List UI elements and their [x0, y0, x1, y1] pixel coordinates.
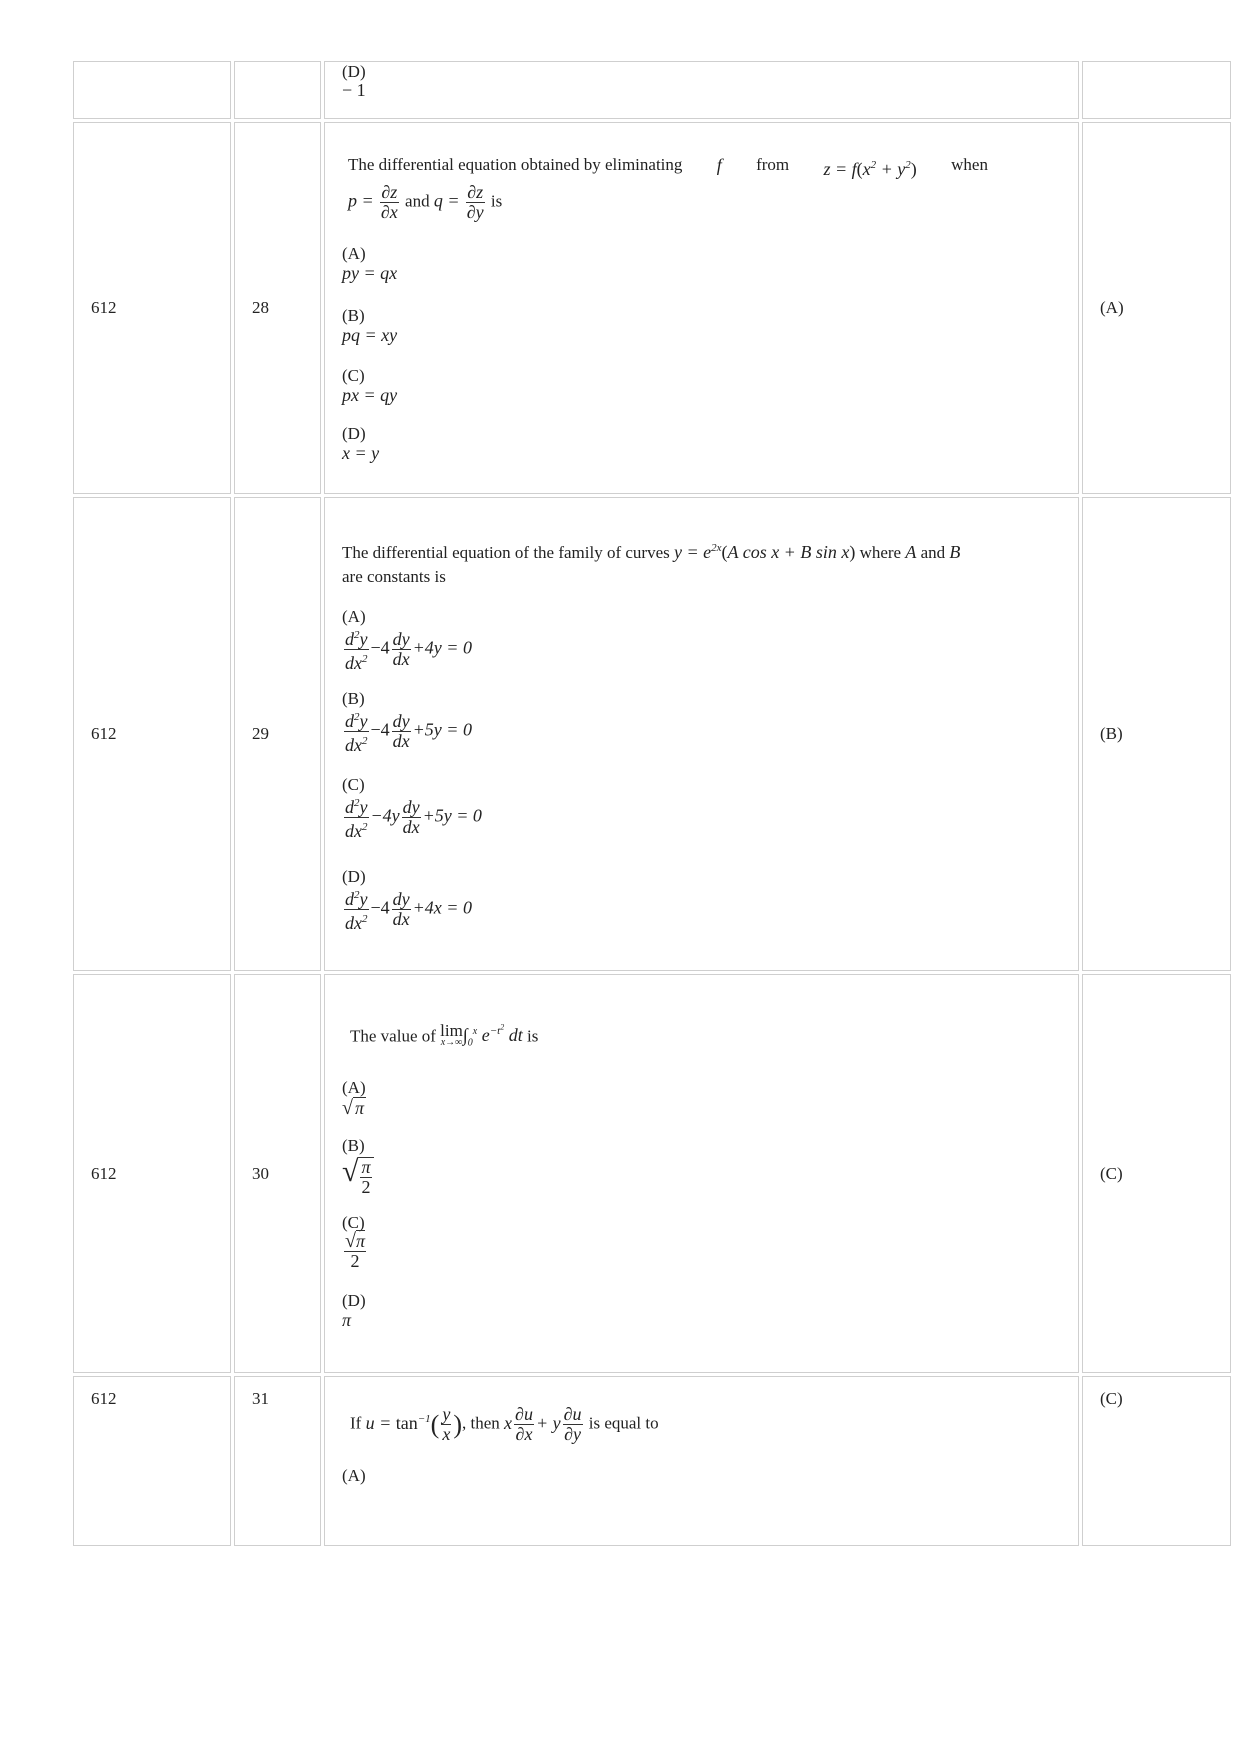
option-c: (C) $\frac{√\pi}{2}$: [342, 1213, 366, 1272]
table-row: [73, 974, 1231, 1373]
option-d: (D) π: [342, 1291, 366, 1331]
option-c: (C) $\frac{d^2y}{dx^2}$ −4y $\frac{dy}{dx}$ +5y = 0: [342, 774, 482, 841]
table-row: [73, 122, 1231, 494]
option-expr: − 1: [342, 80, 366, 100]
question-number-cell: 28: [234, 122, 321, 494]
option-label: (D): [342, 62, 366, 81]
question-number-cell: 30: [234, 974, 321, 1373]
option-b: (B) $\frac{d^2y}{dx^2}$ −4 $\frac{dy}{dx}$ +5y = 0: [342, 688, 472, 755]
paper-code-cell: [73, 61, 231, 119]
option-b: (B) pq = xy: [342, 305, 398, 345]
paper-code-cell: 612: [73, 974, 231, 1373]
paper-code-cell: 612: [73, 497, 231, 971]
paper-code-cell: 612: [73, 122, 231, 494]
option-a: (A): [342, 1466, 366, 1485]
option-c: (C) px = qy: [342, 365, 398, 405]
table-row: [73, 1376, 1231, 1546]
question-text: If $u = \tan^{-1}$( $\frac{y}{x}$ ), then x $\frac{\partial u}{\partial x}$ + y $\frac{\partial u}{\partial y}$ is equal to: [350, 1404, 659, 1444]
question-text: The differential equation of the family of curves $y = e^{2x}(A$ cos x + B sin x) where A and B are constants is: [342, 541, 961, 586]
option-b: (B) √ $\frac{\pi}{2}$: [342, 1136, 1078, 1197]
answer-cell: (C): [1082, 974, 1231, 1373]
question-table: [70, 58, 1234, 1549]
paper-code-cell: 612: [73, 1376, 231, 1546]
question-cell: [324, 974, 1079, 1373]
question-number-cell: 29: [234, 497, 321, 971]
question-number-cell: [234, 61, 321, 119]
question-cell: [324, 1376, 1079, 1546]
question-table-page: [73, 58, 1168, 1549]
question-number-cell: 31: [234, 1376, 321, 1546]
option-a: (A) $\frac{d^2y}{dx^2}$ −4 $\frac{dy}{dx}$ +4y = 0: [342, 606, 472, 673]
question-cell: [324, 61, 1079, 119]
table-row: [73, 61, 1231, 119]
question-text: The differential equation obtained by eliminating f from $z = f(x^2 + y^2)$ when p = $\frac{\partial z}{\partial x}$ and q = $\frac{\partial z}{\partial y}$ is: [348, 154, 988, 222]
answer-cell: (A): [1082, 122, 1231, 494]
answer-cell: (B): [1082, 497, 1231, 971]
option-a: (A) √ π: [342, 1078, 366, 1120]
answer-cell: (C): [1082, 1376, 1231, 1546]
answer-cell: [1082, 61, 1231, 119]
question-cell: [324, 122, 1079, 494]
table-row: [73, 497, 1231, 971]
option-a: (A) py = qx: [342, 243, 398, 283]
question-text: The value of lim x→∞ $\int_0^x$ $e^{-t^2}$ dt is: [350, 1021, 539, 1049]
option-d: (D) $\frac{d^2y}{dx^2}$ −4 $\frac{dy}{dx}$ +4x = 0: [342, 866, 472, 933]
option-d: (D) x = y: [342, 423, 380, 463]
question-cell: [324, 497, 1079, 971]
